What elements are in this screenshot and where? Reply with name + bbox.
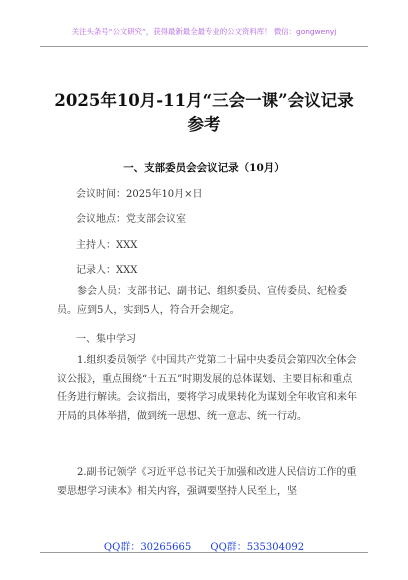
footer-divider <box>40 552 368 553</box>
study-item-2: 2.副书记领学《习近平总书记关于加强和改进人民信访工作的重要思想学习读本》相关内容，强调要坚持人民至上，坚 <box>57 467 357 497</box>
study-item-1: 1.组织委员领学《中国共产党第二十届中央委员会第四次全体会议公报》，重点围绕“十五五”时期发展的总体谋划、主要目标和重点任务进行解读。会议指出，要将学习成果转化为谋划全年收官和来年开局的具体举措，做到统一思想、统一意志、统一行动。 <box>57 355 357 422</box>
section-heading: 一、支部委员会会议记录（10月） <box>123 162 285 174</box>
subsection-heading: 一、集中学习 <box>76 334 136 345</box>
title-line-2: 参考 <box>187 115 221 134</box>
header-divider <box>40 46 368 47</box>
attendees-paragraph: 参会人员：支部书记、副书记、组织委员、宣传委员、纪检委员。应到5人，实到5人，符合开会规定。 <box>57 286 347 316</box>
header-notice: 关注头条号“公文研究”，获得最新最全最专业的公文资料库！ 微信：gongwenyj <box>71 27 337 36</box>
meeting-host: 主持人：XXX <box>76 240 138 251</box>
title-line-1: 2025年10月-11月“三会一课”会议记录 <box>54 91 354 110</box>
meeting-place: 会议地点：党支部会议室 <box>76 214 186 225</box>
document-title <box>20 89 388 137</box>
footer-qq-group-1: QQ群：30265665 <box>103 542 192 553</box>
footer-qq-group-2: QQ群：535304092 <box>210 542 305 553</box>
meeting-time: 会议时间：2025年10月×日 <box>76 189 203 200</box>
footer-contacts <box>0 538 408 553</box>
meeting-recorder: 记录人：XXX <box>76 265 138 276</box>
